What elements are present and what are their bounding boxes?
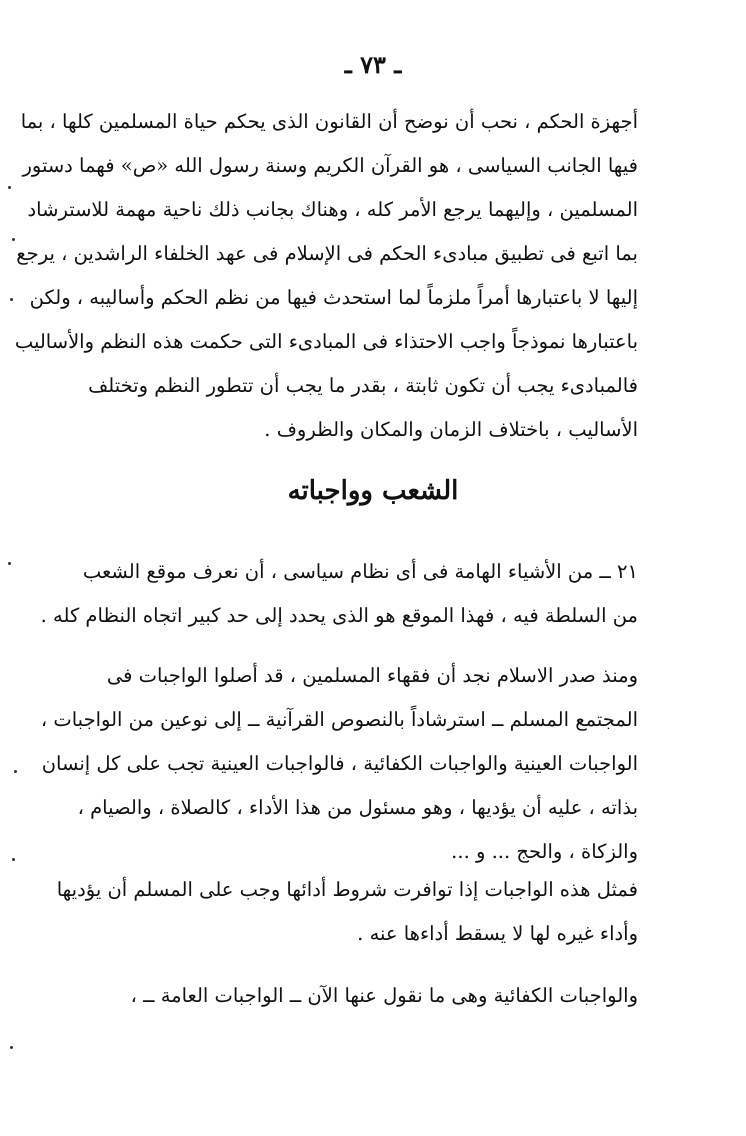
scan-mark	[14, 770, 17, 773]
paragraph-line: فالمبادىء يجب أن تكون ثابتة ، بقدر ما يجب أن تتطور النظم وتختلف	[88, 374, 638, 397]
paragraph-line: فيها الجانب السياسى ، هو القرآن الكريم وسنة رسول الله «ص» فهما دستور	[22, 154, 638, 177]
paragraph-line: باعتبارها نموذجاً واجب الاحتذاء فى المبادىء التى حكمت هذه النظم والأساليب	[14, 330, 638, 353]
paragraph-line: المجتمع المسلم ــ استرشاداً بالنصوص القرآنية ــ إلى نوعين من الواجبات ،	[40, 708, 638, 731]
paragraph-line: إليها لا باعتبارها أمراً ملزماً لما استحدث فيها من نظم الحكم وأساليبه ، ولكن	[29, 286, 638, 309]
section-heading: الشعب وواجباته	[287, 476, 459, 506]
paragraph-line: ومنذ صدر الاسلام نجد أن فقهاء المسلمين ، قد أصلوا الواجبات فى	[106, 664, 638, 687]
paragraph-1	[14, 100, 638, 452]
paragraph-line: بما اتبع فى تطبيق مبادىء الحكم فى الإسلام فى عهد الخلفاء الراشدين ، يرجع	[16, 242, 638, 265]
scan-mark	[8, 186, 11, 189]
paragraph-line: فمثل هذه الواجبات إذا توافرت شروط أدائها وجب على المسلم أن يؤديها	[56, 878, 638, 901]
paragraph-line: وأداء غيره لها لا يسقط أداءها عنه .	[357, 922, 638, 945]
paragraph-line: من السلطة فيه ، فهذا الموقع هو الذى يحدد إلى حد كبير اتجاه النظام كله .	[40, 604, 638, 627]
paragraph-2	[40, 550, 638, 638]
scan-mark	[8, 562, 11, 565]
scan-mark	[12, 238, 15, 241]
paragraph-line: الأساليب ، باختلاف الزمان والمكان والظروف .	[264, 418, 638, 441]
page-number: ـ ٧٣ ـ	[344, 50, 402, 79]
paragraph-line: ٢١ ــ من الأشياء الهامة فى أى نظام سياسى ، أن نعرف موقع الشعب	[82, 560, 638, 583]
paragraph-4	[56, 868, 638, 956]
paragraph-3	[40, 654, 638, 874]
scan-mark	[12, 858, 15, 861]
paragraph-line: والزكاة ، والحج ... و ...	[451, 840, 638, 863]
paragraph-line: المسلمين ، وإليهما يرجع الأمر كله ، وهناك بجانب ذلك ناحية مهمة للاسترشاد	[27, 198, 638, 221]
paragraph-line: الواجبات العينية والواجبات الكفائية ، فالواجبات العينية تجب على كل إنسان	[41, 752, 638, 775]
paragraph-line: أجهزة الحكم ، نحب أن نوضح أن القانون الذى يحكم حياة المسلمين كلها ، بما	[20, 110, 638, 133]
paragraph-line: بذاته ، عليه أن يؤديها ، وهو مسئول من هذا الأداء ، كالصلاة ، والصيام ،	[77, 796, 638, 819]
paragraph-line: والواجبات الكفائية وهى ما نقول عنها الآن ــ الواجبات العامة ــ ،	[130, 984, 638, 1007]
scan-mark	[10, 298, 13, 301]
paragraph-5	[120, 974, 638, 1018]
scan-mark	[10, 1046, 13, 1049]
